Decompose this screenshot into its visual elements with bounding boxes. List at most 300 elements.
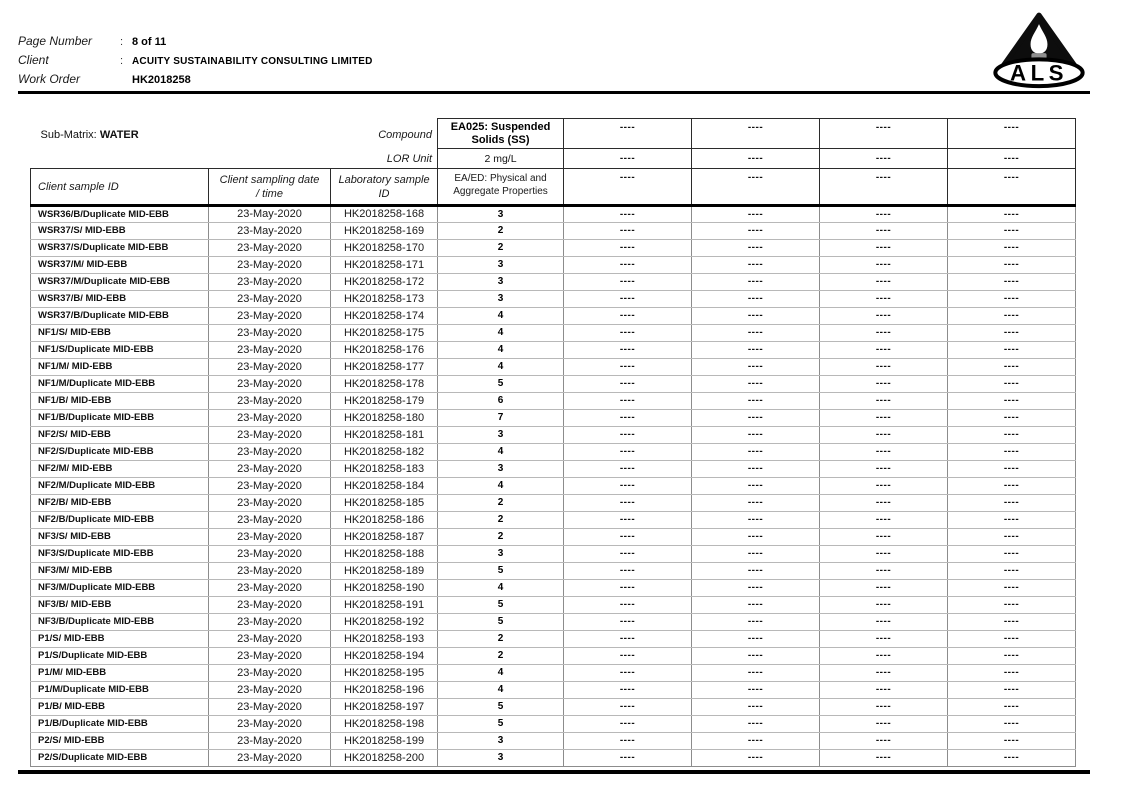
lab-sample-id-cell: HK2018258-198 xyxy=(331,716,438,733)
placeholder-cell: ---- xyxy=(564,631,692,648)
placeholder-cell: ---- xyxy=(820,699,948,716)
placeholder-header-cell: ---- xyxy=(564,119,692,149)
client-sample-id-cell: NF3/S/Duplicate MID-EBB xyxy=(31,546,209,563)
placeholder-cell: ---- xyxy=(820,240,948,257)
result-value-cell: 3 xyxy=(438,750,564,767)
table-row xyxy=(31,614,1076,631)
placeholder-cell: ---- xyxy=(564,359,692,376)
placeholder-cell: ---- xyxy=(692,529,820,546)
placeholder-cell: ---- xyxy=(564,750,692,767)
result-value-cell: 3 xyxy=(438,274,564,291)
logo-text: ALS xyxy=(1010,60,1068,86)
placeholder-cell: ---- xyxy=(948,342,1076,359)
placeholder-cell: ---- xyxy=(692,665,820,682)
placeholder-cell: ---- xyxy=(948,750,1076,767)
client-sample-id-cell: NF2/M/ MID-EBB xyxy=(31,461,209,478)
analyte-name-line2: Solids (SS) xyxy=(471,134,530,146)
placeholder-cell: ---- xyxy=(692,750,820,767)
placeholder-cell: ---- xyxy=(692,393,820,410)
placeholder-cell: ---- xyxy=(820,716,948,733)
client-sample-id-cell: NF3/M/ MID-EBB xyxy=(31,563,209,580)
placeholder-cell: ---- xyxy=(564,393,692,410)
lab-sample-id-cell: HK2018258-172 xyxy=(331,274,438,291)
placeholder-cell: ---- xyxy=(948,716,1076,733)
analyte-name-line1: EA025: Suspended xyxy=(450,121,551,133)
table-row xyxy=(31,495,1076,512)
result-value-cell: 5 xyxy=(438,699,564,716)
placeholder-cell: ---- xyxy=(820,461,948,478)
sampling-date-cell: 23-May-2020 xyxy=(209,682,331,699)
sampling-date-cell: 23-May-2020 xyxy=(209,716,331,733)
placeholder-cell: ---- xyxy=(564,580,692,597)
table-row xyxy=(31,410,1076,427)
placeholder-cell: ---- xyxy=(948,733,1076,750)
lab-sample-id-cell: HK2018258-191 xyxy=(331,597,438,614)
placeholder-cell: ---- xyxy=(692,495,820,512)
lor-unit-row-label: LOR Unit xyxy=(386,153,433,166)
placeholder-cell: ---- xyxy=(820,597,948,614)
placeholder-cell: ---- xyxy=(692,274,820,291)
placeholder-cell: ---- xyxy=(948,665,1076,682)
placeholder-cell: ---- xyxy=(564,427,692,444)
client-sample-id-cell: WSR37/B/Duplicate MID-EBB xyxy=(31,308,209,325)
table-row xyxy=(31,563,1076,580)
lab-sample-id-cell: HK2018258-179 xyxy=(331,393,438,410)
lab-sample-id-cell: HK2018258-177 xyxy=(331,359,438,376)
client-sample-id-header: Client sample ID xyxy=(31,169,209,206)
placeholder-cell: ---- xyxy=(948,257,1076,274)
sampling-date-cell: 23-May-2020 xyxy=(209,427,331,444)
placeholder-cell: ---- xyxy=(948,580,1076,597)
lor-unit-header-row xyxy=(31,149,1076,169)
placeholder-cell: ---- xyxy=(948,223,1076,240)
placeholder-cell: ---- xyxy=(820,291,948,308)
client-label: Client xyxy=(18,53,49,67)
sampling-date-cell: 23-May-2020 xyxy=(209,410,331,427)
placeholder-cell: ---- xyxy=(564,512,692,529)
placeholder-cell: ---- xyxy=(948,682,1076,699)
lab-sample-id-cell: HK2018258-170 xyxy=(331,240,438,257)
client-sample-id-cell: NF1/B/ MID-EBB xyxy=(31,393,209,410)
placeholder-cell: ---- xyxy=(948,597,1076,614)
lab-sample-id-cell: HK2018258-187 xyxy=(331,529,438,546)
placeholder-cell: ---- xyxy=(820,257,948,274)
result-value-cell: 7 xyxy=(438,410,564,427)
sampling-date-cell: 23-May-2020 xyxy=(209,376,331,393)
table-row xyxy=(31,580,1076,597)
placeholder-cell: ---- xyxy=(564,648,692,665)
result-value-cell: 4 xyxy=(438,580,564,597)
sampling-date-cell: 23-May-2020 xyxy=(209,512,331,529)
sampling-date-cell: 23-May-2020 xyxy=(209,240,331,257)
result-value-cell: 3 xyxy=(438,206,564,223)
table-row xyxy=(31,648,1076,665)
result-value-cell: 3 xyxy=(438,461,564,478)
lab-sample-id-cell: HK2018258-174 xyxy=(331,308,438,325)
placeholder-cell: ---- xyxy=(692,444,820,461)
lab-sample-id-cell: HK2018258-199 xyxy=(331,733,438,750)
lab-sample-id-cell: HK2018258-190 xyxy=(331,580,438,597)
lab-sample-id-cell: HK2018258-181 xyxy=(331,427,438,444)
results-table-body xyxy=(31,206,1076,767)
lab-sample-id-header xyxy=(331,169,438,206)
placeholder-cell: ---- xyxy=(820,478,948,495)
result-value-cell: 5 xyxy=(438,614,564,631)
placeholder-cell: ---- xyxy=(564,240,692,257)
placeholder-cell: ---- xyxy=(692,240,820,257)
lab-sample-id-cell: HK2018258-173 xyxy=(331,291,438,308)
placeholder-cell: ---- xyxy=(692,648,820,665)
sampling-date-cell: 23-May-2020 xyxy=(209,699,331,716)
method-line1: EA/ED: Physical and xyxy=(454,173,547,184)
placeholder-cell: ---- xyxy=(564,444,692,461)
lor-value-cell: 2 mg/L xyxy=(438,149,564,169)
placeholder-cell: ---- xyxy=(948,699,1076,716)
result-value-cell: 2 xyxy=(438,529,564,546)
result-value-cell: 3 xyxy=(438,427,564,444)
sampling-date-cell: 23-May-2020 xyxy=(209,631,331,648)
client-sample-id-cell: P1/S/Duplicate MID-EBB xyxy=(31,648,209,665)
table-row xyxy=(31,461,1076,478)
sampling-date-cell: 23-May-2020 xyxy=(209,478,331,495)
page-number-label: Page Number xyxy=(18,34,93,48)
placeholder-cell: ---- xyxy=(692,410,820,427)
placeholder-cell: ---- xyxy=(948,529,1076,546)
lab-sample-id-cell: HK2018258-200 xyxy=(331,750,438,767)
als-logo-graphic xyxy=(990,8,1088,92)
placeholder-cell: ---- xyxy=(820,376,948,393)
sampling-date-cell: 23-May-2020 xyxy=(209,597,331,614)
client-sample-id-cell: P1/B/Duplicate MID-EBB xyxy=(31,716,209,733)
lab-sample-id-cell: HK2018258-195 xyxy=(331,665,438,682)
placeholder-cell: ---- xyxy=(564,223,692,240)
lab-sample-id-cell: HK2018258-189 xyxy=(331,563,438,580)
placeholder-cell: ---- xyxy=(564,495,692,512)
sampling-date-cell: 23-May-2020 xyxy=(209,325,331,342)
sampling-date-cell: 23-May-2020 xyxy=(209,257,331,274)
lab-sample-id-cell: HK2018258-184 xyxy=(331,478,438,495)
placeholder-cell: ---- xyxy=(692,206,820,223)
client-sample-id-cell: NF2/S/Duplicate MID-EBB xyxy=(31,444,209,461)
client-sample-id-cell: P2/S/ MID-EBB xyxy=(31,733,209,750)
table-row xyxy=(31,665,1076,682)
placeholder-cell: ---- xyxy=(692,631,820,648)
sub-matrix-value: WATER xyxy=(99,128,139,141)
placeholder-cell: ---- xyxy=(948,427,1076,444)
placeholder-cell: ---- xyxy=(564,376,692,393)
placeholder-cell: ---- xyxy=(692,427,820,444)
result-value-cell: 4 xyxy=(438,325,564,342)
placeholder-cell: ---- xyxy=(564,682,692,699)
client-sample-id-cell: NF1/M/ MID-EBB xyxy=(31,359,209,376)
result-value-cell: 5 xyxy=(438,597,564,614)
placeholder-cell: ---- xyxy=(692,308,820,325)
result-value-cell: 2 xyxy=(438,512,564,529)
placeholder-cell: ---- xyxy=(948,563,1076,580)
sampling-date-cell: 23-May-2020 xyxy=(209,580,331,597)
table-row xyxy=(31,631,1076,648)
client-sample-id-cell: P1/S/ MID-EBB xyxy=(31,631,209,648)
placeholder-cell: ---- xyxy=(948,274,1076,291)
placeholder-method-cell: ---- xyxy=(692,169,820,206)
client-colon: : xyxy=(120,55,124,67)
table-row xyxy=(31,478,1076,495)
sampling-date-cell: 23-May-2020 xyxy=(209,750,331,767)
placeholder-cell: ---- xyxy=(564,274,692,291)
placeholder-cell: ---- xyxy=(692,325,820,342)
placeholder-cell: ---- xyxy=(564,410,692,427)
placeholder-cell: ---- xyxy=(820,308,948,325)
page-number-row xyxy=(18,34,718,48)
client-sample-id-cell: NF2/B/Duplicate MID-EBB xyxy=(31,512,209,529)
result-value-cell: 3 xyxy=(438,733,564,750)
client-sample-id-cell: NF2/B/ MID-EBB xyxy=(31,495,209,512)
placeholder-cell: ---- xyxy=(820,682,948,699)
placeholder-method-cell: ---- xyxy=(948,169,1076,206)
sampling-date-cell: 23-May-2020 xyxy=(209,274,331,291)
client-sample-id-cell: WSR36/B/Duplicate MID-EBB xyxy=(31,206,209,223)
placeholder-cell: ---- xyxy=(564,478,692,495)
placeholder-header-cell: ---- xyxy=(820,119,948,149)
table-row xyxy=(31,376,1076,393)
placeholder-cell: ---- xyxy=(564,716,692,733)
sampling-date-cell: 23-May-2020 xyxy=(209,444,331,461)
sampling-date-cell: 23-May-2020 xyxy=(209,461,331,478)
placeholder-cell: ---- xyxy=(692,461,820,478)
lab-sample-id-cell: HK2018258-197 xyxy=(331,699,438,716)
sampling-date-cell: 23-May-2020 xyxy=(209,563,331,580)
placeholder-cell: ---- xyxy=(948,291,1076,308)
placeholder-cell: ---- xyxy=(948,410,1076,427)
placeholder-cell: ---- xyxy=(820,750,948,767)
placeholder-cell: ---- xyxy=(948,240,1076,257)
results-table-wrap xyxy=(30,118,1076,767)
result-value-cell: 4 xyxy=(438,665,564,682)
result-value-cell: 4 xyxy=(438,444,564,461)
table-row xyxy=(31,546,1076,563)
sampling-date-cell: 23-May-2020 xyxy=(209,393,331,410)
table-row xyxy=(31,427,1076,444)
placeholder-method-cell: ---- xyxy=(564,169,692,206)
placeholder-cell: ---- xyxy=(820,427,948,444)
sampling-date-cell: 23-May-2020 xyxy=(209,733,331,750)
client-sample-id-cell: NF1/S/ MID-EBB xyxy=(31,325,209,342)
placeholder-cell: ---- xyxy=(820,410,948,427)
sampling-date-cell: 23-May-2020 xyxy=(209,665,331,682)
placeholder-cell: ---- xyxy=(564,308,692,325)
placeholder-cell: ---- xyxy=(820,733,948,750)
placeholder-cell: ---- xyxy=(820,529,948,546)
placeholder-cell: ---- xyxy=(820,274,948,291)
lab-sample-id-cell: HK2018258-186 xyxy=(331,512,438,529)
method-header-cell xyxy=(438,169,564,206)
placeholder-cell: ---- xyxy=(564,206,692,223)
lab-sample-id-header-line1: Laboratory sample xyxy=(338,173,430,186)
placeholder-cell: ---- xyxy=(948,495,1076,512)
placeholder-cell: ---- xyxy=(948,444,1076,461)
client-sample-id-cell: NF3/B/Duplicate MID-EBB xyxy=(31,614,209,631)
placeholder-cell: ---- xyxy=(692,223,820,240)
sampling-date-cell: 23-May-2020 xyxy=(209,291,331,308)
placeholder-cell: ---- xyxy=(564,614,692,631)
client-row xyxy=(18,53,718,67)
placeholder-cell: ---- xyxy=(948,631,1076,648)
client-sample-id-cell: WSR37/M/Duplicate MID-EBB xyxy=(31,274,209,291)
lab-sample-id-cell: HK2018258-193 xyxy=(331,631,438,648)
method-line2: Aggregate Properties xyxy=(453,186,548,197)
client-sample-id-cell: NF1/B/Duplicate MID-EBB xyxy=(31,410,209,427)
client-sample-id-cell: WSR37/S/ MID-EBB xyxy=(31,223,209,240)
placeholder-cell: ---- xyxy=(692,733,820,750)
placeholder-cell: ---- xyxy=(820,206,948,223)
sampling-date-cell: 23-May-2020 xyxy=(209,206,331,223)
placeholder-cell: ---- xyxy=(564,291,692,308)
placeholder-cell: ---- xyxy=(948,478,1076,495)
compound-row-label: Compound xyxy=(378,128,433,141)
lor-unit-label-cell xyxy=(31,149,438,169)
table-row xyxy=(31,257,1076,274)
footer-divider-rule xyxy=(18,770,1090,774)
results-table xyxy=(30,118,1076,767)
result-value-cell: 4 xyxy=(438,359,564,376)
result-value-cell: 2 xyxy=(438,240,564,257)
lab-sample-id-cell: HK2018258-168 xyxy=(331,206,438,223)
work-order-value: HK2018258 xyxy=(132,74,191,86)
table-row xyxy=(31,206,1076,223)
placeholder-cell: ---- xyxy=(820,393,948,410)
placeholder-lor-cell: ---- xyxy=(948,149,1076,169)
result-value-cell: 3 xyxy=(438,291,564,308)
table-row xyxy=(31,359,1076,376)
client-sample-id-cell: NF3/B/ MID-EBB xyxy=(31,597,209,614)
lab-sample-id-cell: HK2018258-196 xyxy=(331,682,438,699)
placeholder-cell: ---- xyxy=(692,614,820,631)
table-row xyxy=(31,750,1076,767)
placeholder-cell: ---- xyxy=(564,665,692,682)
table-row xyxy=(31,699,1076,716)
result-value-cell: 4 xyxy=(438,342,564,359)
sampling-date-header xyxy=(209,169,331,206)
placeholder-cell: ---- xyxy=(692,563,820,580)
placeholder-cell: ---- xyxy=(820,648,948,665)
sampling-date-cell: 23-May-2020 xyxy=(209,495,331,512)
lab-sample-id-cell: HK2018258-171 xyxy=(331,257,438,274)
client-sample-id-cell: P1/B/ MID-EBB xyxy=(31,699,209,716)
placeholder-cell: ---- xyxy=(948,393,1076,410)
placeholder-cell: ---- xyxy=(820,512,948,529)
compound-header-row xyxy=(31,119,1076,149)
result-value-cell: 3 xyxy=(438,546,564,563)
placeholder-lor-cell: ---- xyxy=(692,149,820,169)
page-number-colon: : xyxy=(120,36,124,48)
table-row xyxy=(31,682,1076,699)
lab-sample-id-cell: HK2018258-175 xyxy=(331,325,438,342)
result-value-cell: 5 xyxy=(438,563,564,580)
lab-sample-id-header-line2: ID xyxy=(378,187,390,200)
placeholder-cell: ---- xyxy=(820,563,948,580)
placeholder-cell: ---- xyxy=(948,376,1076,393)
client-sample-id-cell: NF3/S/ MID-EBB xyxy=(31,529,209,546)
placeholder-cell: ---- xyxy=(692,478,820,495)
result-value-cell: 4 xyxy=(438,308,564,325)
analyte-header-cell xyxy=(438,119,564,149)
placeholder-cell: ---- xyxy=(564,257,692,274)
document-header xyxy=(18,34,718,91)
placeholder-cell: ---- xyxy=(564,733,692,750)
table-row xyxy=(31,308,1076,325)
client-sample-id-cell: WSR37/B/ MID-EBB xyxy=(31,291,209,308)
placeholder-cell: ---- xyxy=(692,512,820,529)
lab-sample-id-cell: HK2018258-192 xyxy=(331,614,438,631)
placeholder-cell: ---- xyxy=(820,546,948,563)
placeholder-lor-cell: ---- xyxy=(820,149,948,169)
table-row xyxy=(31,223,1076,240)
lab-sample-id-cell: HK2018258-182 xyxy=(331,444,438,461)
table-row xyxy=(31,597,1076,614)
placeholder-cell: ---- xyxy=(820,223,948,240)
client-sample-id-cell: WSR37/S/Duplicate MID-EBB xyxy=(31,240,209,257)
client-sample-id-cell: NF1/S/Duplicate MID-EBB xyxy=(31,342,209,359)
placeholder-cell: ---- xyxy=(692,699,820,716)
placeholder-cell: ---- xyxy=(948,206,1076,223)
placeholder-cell: ---- xyxy=(564,342,692,359)
lab-sample-id-cell: HK2018258-188 xyxy=(331,546,438,563)
placeholder-cell: ---- xyxy=(820,665,948,682)
lab-sample-id-cell: HK2018258-183 xyxy=(331,461,438,478)
placeholder-cell: ---- xyxy=(564,563,692,580)
placeholder-cell: ---- xyxy=(564,699,692,716)
placeholder-cell: ---- xyxy=(948,546,1076,563)
als-logo xyxy=(990,8,1088,92)
placeholder-cell: ---- xyxy=(948,308,1076,325)
sampling-date-cell: 23-May-2020 xyxy=(209,359,331,376)
placeholder-cell: ---- xyxy=(564,597,692,614)
placeholder-cell: ---- xyxy=(692,546,820,563)
placeholder-method-cell: ---- xyxy=(820,169,948,206)
sampling-date-cell: 23-May-2020 xyxy=(209,308,331,325)
result-value-cell: 2 xyxy=(438,223,564,240)
placeholder-cell: ---- xyxy=(948,359,1076,376)
placeholder-cell: ---- xyxy=(692,257,820,274)
table-row xyxy=(31,325,1076,342)
client-value: ACUITY SUSTAINABILITY CONSULTING LIMITED xyxy=(132,56,373,67)
lab-sample-id-cell: HK2018258-180 xyxy=(331,410,438,427)
sampling-date-cell: 23-May-2020 xyxy=(209,546,331,563)
placeholder-cell: ---- xyxy=(692,291,820,308)
table-row xyxy=(31,512,1076,529)
table-row xyxy=(31,274,1076,291)
lab-sample-id-cell: HK2018258-194 xyxy=(331,648,438,665)
table-row xyxy=(31,291,1076,308)
client-sample-id-cell: NF2/M/Duplicate MID-EBB xyxy=(31,478,209,495)
client-sample-id-cell: NF3/M/Duplicate MID-EBB xyxy=(31,580,209,597)
result-value-cell: 5 xyxy=(438,716,564,733)
placeholder-cell: ---- xyxy=(692,342,820,359)
result-value-cell: 5 xyxy=(438,376,564,393)
placeholder-cell: ---- xyxy=(564,325,692,342)
work-order-label: Work Order xyxy=(18,72,81,86)
table-row xyxy=(31,716,1076,733)
lab-sample-id-cell: HK2018258-185 xyxy=(331,495,438,512)
result-value-cell: 6 xyxy=(438,393,564,410)
table-row xyxy=(31,529,1076,546)
client-sample-id-cell: NF1/M/Duplicate MID-EBB xyxy=(31,376,209,393)
result-value-cell: 2 xyxy=(438,631,564,648)
placeholder-cell: ---- xyxy=(820,631,948,648)
placeholder-header-cell: ---- xyxy=(692,119,820,149)
sampling-date-header-line2: / time xyxy=(256,187,283,200)
placeholder-cell: ---- xyxy=(692,716,820,733)
